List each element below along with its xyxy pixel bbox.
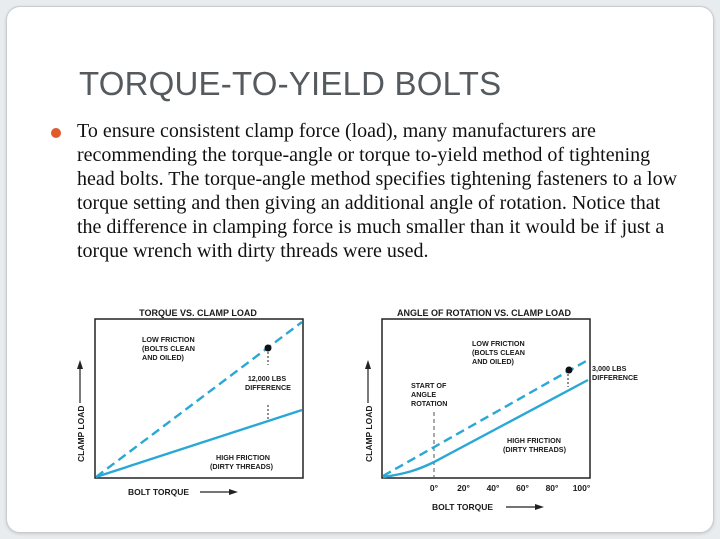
chart-angle-vs-clamp [364, 308, 638, 512]
chart2-xlabel: BOLT TORQUE [432, 502, 494, 512]
chart2-start-label-line2: ANGLE [411, 390, 437, 399]
chart2-low-label-line1: LOW FRICTION [472, 339, 525, 348]
chart2-x-ticks [430, 483, 591, 493]
chart2-xarrow-head-icon [535, 504, 544, 510]
chart2-diff-label [592, 364, 638, 382]
chart-torque-vs-clamp [76, 308, 303, 497]
chart1-diff-label [245, 374, 291, 392]
chart1-ylabel: CLAMP LOAD [76, 405, 86, 462]
chart1-high-label-line1: HIGH FRICTION [216, 453, 270, 462]
chart2-high-label-line1: HIGH FRICTION [507, 436, 561, 445]
chart1-xarrow-head-icon [229, 489, 238, 495]
chart2-x-tick-label: 80° [545, 483, 559, 493]
chart1-high-label-line2: (DIRTY THREADS) [210, 462, 273, 471]
chart2-title: ANGLE OF ROTATION VS. CLAMP LOAD [397, 308, 571, 318]
chart1-diff-point [265, 345, 272, 352]
slide-title: TORQUE-TO-YIELD BOLTS [79, 65, 502, 102]
chart2-start-label-line3: ROTATION [411, 399, 448, 408]
chart2-diff-point [566, 367, 573, 374]
chart1-diff-label-line1: 12,000 LBS [247, 374, 287, 383]
chart1-yarrow-head-icon [77, 360, 83, 369]
chart2-x-tick-label: 0° [429, 483, 439, 493]
chart2-low-label [472, 339, 527, 366]
chart2-high-label-line2: (DIRTY THREADS) [503, 445, 566, 454]
bullet-text: To ensure consistent clamp force (load), many manufacturers are recommending the torque-angle or torque to-yield method of tightening head bolts. The torque-angle method specifies tightening fasteners to a low torque setting and then giving an additional angle of rotation. Notice that the difference in clamping force is much smaller than it would be if just a torque wrench with dirty threads were used. [77, 120, 678, 262]
chart1-title: TORQUE VS. CLAMP LOAD [139, 308, 257, 318]
chart1-low-label-line3: AND OILED) [142, 353, 184, 362]
chart2-x-tick-label: 40° [486, 483, 500, 493]
chart2-ylabel: CLAMP LOAD [364, 405, 374, 462]
chart2-low-friction-line [383, 360, 588, 476]
chart2-high-label [503, 436, 567, 454]
chart2-start-label-line1: START OF [411, 381, 447, 390]
chart2-x-tick-label: 60° [516, 483, 529, 493]
chart1-xlabel: BOLT TORQUE [128, 487, 190, 497]
chart2-x-tick-label: 100° [572, 483, 591, 493]
chart1-low-label-line2: (BOLTS CLEAN [142, 344, 195, 353]
chart2-diff-label-line2: DIFFERENCE [592, 373, 638, 382]
chart2-low-label-line2: (BOLTS CLEAN [472, 348, 525, 357]
chart1-low-label-line1: LOW FRICTION [142, 335, 195, 344]
chart2-low-label-line3: AND OILED) [472, 357, 514, 366]
chart1-high-label [210, 453, 274, 471]
chart1-diff-label-line2: DIFFERENCE [245, 383, 291, 392]
chart2-start-label [411, 381, 448, 408]
chart2-yarrow-head-icon [365, 360, 371, 369]
chart2-diff-label-line1: 3,000 LBS [592, 364, 627, 373]
chart2-x-tick-label: 20° [457, 483, 470, 493]
chart1-low-label [142, 335, 197, 362]
